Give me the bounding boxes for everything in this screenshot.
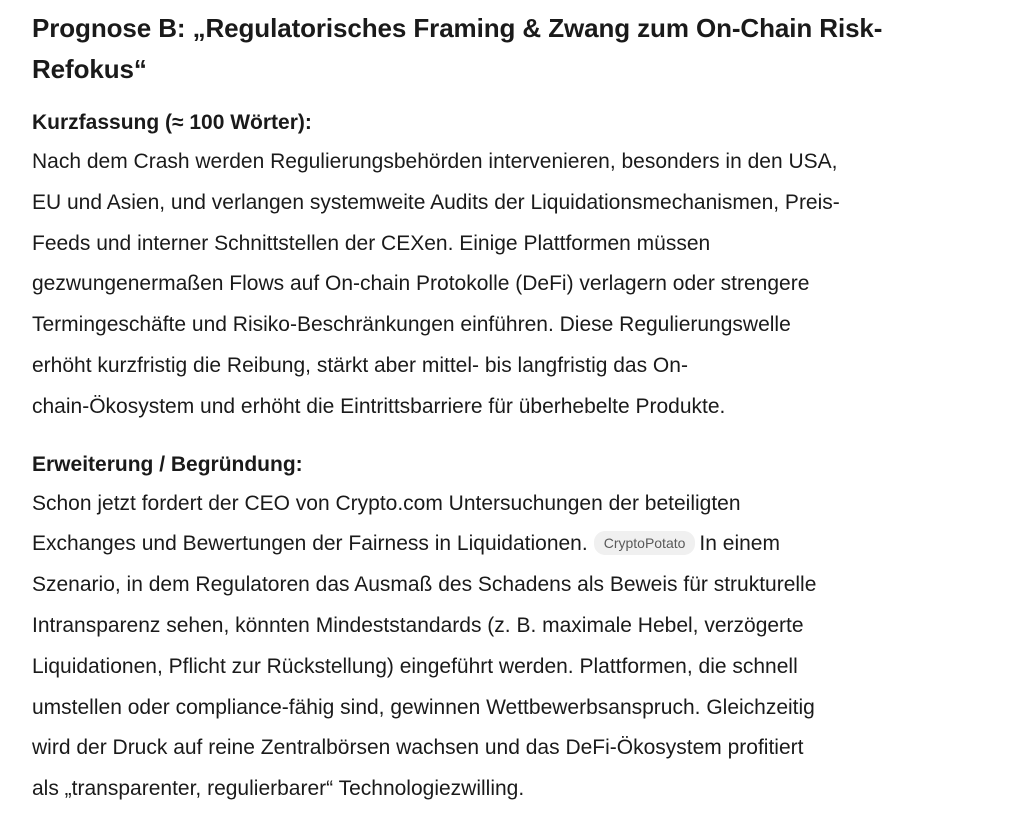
summary-line: erhöht kurzfristig die Reibung, stärkt aber mittel- bis langfristig das On- bbox=[32, 353, 688, 377]
expansion-heading: Erweiterung / Begründung: bbox=[32, 452, 303, 476]
summary-line: Nach dem Crash werden Regulierungsbehörden intervenieren, besonders in den USA, bbox=[32, 150, 838, 173]
expansion-line: Szenario, in dem Regulatoren das Ausmaß des Schadens als Beweis für strukturelle bbox=[32, 573, 817, 597]
title-line: Prognose B: „Regulatorisches Framing & Zwang zum On-Chain Risk- bbox=[32, 13, 883, 43]
source-citation-chip[interactable]: CryptoPotato bbox=[594, 531, 696, 555]
expansion-line: als „transparenter, regulierbarer“ Technologiezwilling. bbox=[32, 777, 525, 801]
summary-line: Feeds und interner Schnittstellen der CEXen. Einige Plattformen müssen bbox=[32, 231, 711, 255]
summary-line: gezwungenermaßen Flows auf On-chain Protokolle (DeFi) verlagern oder strengere bbox=[32, 272, 810, 296]
expansion-line: Schon jetzt fordert der CEO von Crypto.com Untersuchungen der beteiligten bbox=[32, 491, 741, 515]
expansion-line: umstellen oder compliance-fähig sind, gewinnen Wettbewerbsanspruch. Gleichzeitig bbox=[32, 695, 815, 719]
summary-line: chain-Ökosystem und erhöht die Eintrittsbarriere für überhebelte Produkte. bbox=[32, 394, 726, 418]
summary-paragraph bbox=[32, 142, 992, 428]
summary-line: Termingeschäfte und Risiko-Beschränkungen einführen. Diese Regulierungswelle bbox=[32, 313, 791, 337]
expansion-line bbox=[32, 524, 992, 565]
expansion-line: Intransparenz sehen, könnten Mindeststandards (z. B. maximale Hebel, verzögerte bbox=[32, 613, 804, 637]
summary-line: EU und Asien, und verlangen systemweite Audits der Liquidationsmechanismen, Preis- bbox=[32, 190, 840, 214]
summary-heading: Kurzfassung (≈ 100 Wörter): bbox=[32, 111, 312, 134]
expansion-paragraph bbox=[32, 484, 992, 810]
expansion-line: Liquidationen, Pflicht zur Rückstellung) eingeführt werden. Plattformen, die schnell bbox=[32, 654, 798, 678]
title-line: Refokus“ bbox=[32, 54, 147, 84]
expansion-line-text: Exchanges und Bewertungen der Fairness in Liquidationen. bbox=[32, 532, 588, 556]
page-title bbox=[32, 8, 992, 90]
expansion-line: wird der Druck auf reine Zentralbörsen wachsen und das DeFi-Ökosystem profitiert bbox=[32, 736, 804, 760]
expansion-line-text: In einem bbox=[699, 532, 780, 556]
